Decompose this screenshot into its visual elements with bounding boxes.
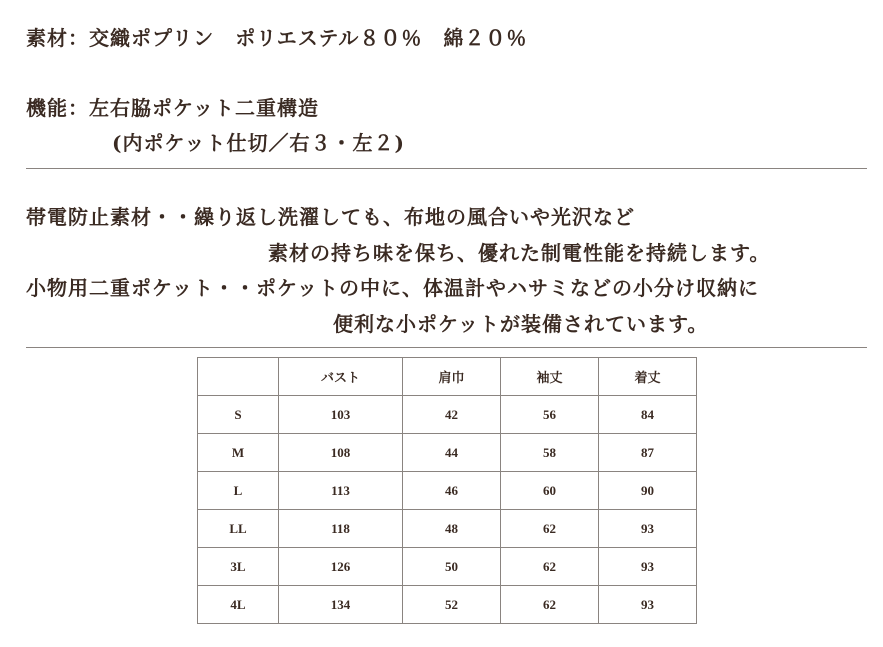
feature-pocket-sub-line: 便利な小ポケットが装備されています。 xyxy=(333,312,709,336)
table-cell: 103 xyxy=(279,396,403,434)
table-cell: 93 xyxy=(599,510,697,548)
material-line: 素材：交織ポプリン ポリエステル８０％ 綿２０％ xyxy=(26,26,528,50)
function-line: 機能：左右脇ポケット二重構造 xyxy=(26,96,319,120)
size-label-cell: L xyxy=(198,472,279,510)
table-row xyxy=(198,434,697,472)
table-cell: 62 xyxy=(501,510,599,548)
table-cell: 52 xyxy=(403,586,501,624)
size-table xyxy=(197,357,697,624)
table-row xyxy=(198,510,697,548)
size-label-cell: 3L xyxy=(198,548,279,586)
divider-top xyxy=(26,168,867,169)
table-cell: 42 xyxy=(403,396,501,434)
table-cell: 108 xyxy=(279,434,403,472)
table-cell: 44 xyxy=(403,434,501,472)
table-cell: 126 xyxy=(279,548,403,586)
table-cell: 46 xyxy=(403,472,501,510)
table-cell: 48 xyxy=(403,510,501,548)
divider-bottom xyxy=(26,347,867,348)
table-cell: 93 xyxy=(599,548,697,586)
size-label-cell: M xyxy=(198,434,279,472)
table-cell: 62 xyxy=(501,586,599,624)
table-row xyxy=(198,472,697,510)
table-row xyxy=(198,548,697,586)
size-label-cell: S xyxy=(198,396,279,434)
feature-antistatic-sub-line: 素材の持ち味を保ち、優れた制電性能を持続します。 xyxy=(268,241,771,265)
feature-pocket-line: 小物用二重ポケット・・ポケットの中に、体温計やハサミなどの小分け収納に xyxy=(26,276,759,300)
table-cell: 58 xyxy=(501,434,599,472)
table-cell: 56 xyxy=(501,396,599,434)
table-row xyxy=(198,396,697,434)
table-cell: 50 xyxy=(403,548,501,586)
header-cell-length: 着丈 xyxy=(599,358,697,396)
size-label-cell: 4L xyxy=(198,586,279,624)
function-sub-line: (内ポケット仕切／右３・左２) xyxy=(112,131,405,155)
size-label-cell: LL xyxy=(198,510,279,548)
table-cell: 113 xyxy=(279,472,403,510)
table-cell: 118 xyxy=(279,510,403,548)
table-cell: 134 xyxy=(279,586,403,624)
size-table-header-row xyxy=(198,358,697,396)
table-cell: 93 xyxy=(599,586,697,624)
table-cell: 62 xyxy=(501,548,599,586)
header-cell-sleeve: 袖丈 xyxy=(501,358,599,396)
table-cell: 90 xyxy=(599,472,697,510)
table-cell: 60 xyxy=(501,472,599,510)
table-cell: 84 xyxy=(599,396,697,434)
feature-antistatic-line: 帯電防止素材・・繰り返し洗濯しても、布地の風合いや光沢など xyxy=(26,205,635,229)
header-cell-bust: バスト xyxy=(279,358,403,396)
table-cell: 87 xyxy=(599,434,697,472)
header-cell-size xyxy=(198,358,279,396)
header-cell-shoulder: 肩巾 xyxy=(403,358,501,396)
table-row xyxy=(198,586,697,624)
